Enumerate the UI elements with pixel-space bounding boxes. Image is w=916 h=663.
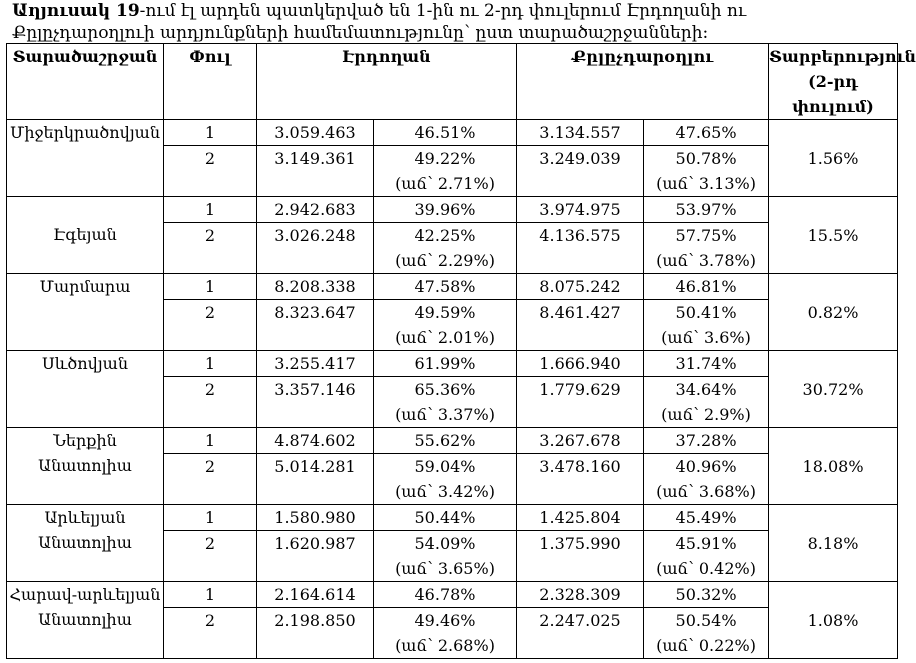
region-cell bbox=[7, 274, 164, 351]
erdogan-votes: 3.255.417 bbox=[257, 351, 374, 377]
round-number: 2 bbox=[164, 146, 257, 197]
kilicdaroglu-percent: 53.97% bbox=[644, 197, 769, 223]
round-number: 1 bbox=[164, 351, 257, 377]
kilicdaroglu-percent: 50.41% bbox=[675, 303, 737, 322]
difference-value: 15.5% bbox=[769, 197, 898, 274]
erdogan-votes: 3.059.463 bbox=[257, 120, 374, 146]
round-number: 2 bbox=[164, 454, 257, 505]
region-name bbox=[7, 145, 163, 170]
kilicdaroglu-growth: (աճ՝ 2.9%) bbox=[661, 405, 751, 424]
region-name: Արևելյան bbox=[44, 508, 126, 527]
region-name bbox=[7, 376, 163, 401]
kilicdaroglu-percent: 50.32% bbox=[644, 582, 769, 608]
kilicdaroglu-percent-cell bbox=[644, 454, 769, 505]
header-kilicdaroglu: Քըլըչդարօղլու bbox=[517, 44, 769, 120]
region-name: Միջերկրածովյան bbox=[10, 123, 160, 142]
kilicdaroglu-votes: 3.134.557 bbox=[517, 120, 644, 146]
erdogan-votes: 2.164.614 bbox=[257, 582, 374, 608]
header-region: Տարածաշրջան bbox=[7, 44, 164, 120]
erdogan-growth: (աճ՝ 2.68%) bbox=[395, 636, 495, 655]
erdogan-percent: 55.62% bbox=[374, 428, 517, 454]
kilicdaroglu-percent: 45.49% bbox=[644, 505, 769, 531]
erdogan-growth: (աճ՝ 3.42%) bbox=[395, 482, 495, 501]
erdogan-growth: (աճ՝ 2.29%) bbox=[395, 251, 495, 270]
erdogan-votes: 2.942.683 bbox=[257, 197, 374, 223]
kilicdaroglu-votes: 3.478.160 bbox=[517, 454, 644, 505]
region-cell bbox=[7, 120, 164, 197]
region-cell bbox=[7, 351, 164, 428]
region-cell bbox=[7, 197, 164, 274]
region-name: Անատոլիա bbox=[38, 533, 132, 552]
round-number: 1 bbox=[164, 505, 257, 531]
erdogan-growth: (աճ՝ 3.65%) bbox=[395, 559, 495, 578]
erdogan-growth: (աճ՝ 3.37%) bbox=[395, 405, 495, 424]
erdogan-percent: 39.96% bbox=[374, 197, 517, 223]
kilicdaroglu-votes: 3.249.039 bbox=[517, 146, 644, 197]
round-number: 2 bbox=[164, 300, 257, 351]
erdogan-percent: 49.59% bbox=[414, 303, 476, 322]
kilicdaroglu-percent: 46.81% bbox=[644, 274, 769, 300]
difference-value: 8.18% bbox=[769, 505, 898, 582]
round-number: 2 bbox=[164, 377, 257, 428]
kilicdaroglu-growth: (աճ՝ 3.78%) bbox=[656, 251, 756, 270]
kilicdaroglu-votes: 3.267.678 bbox=[517, 428, 644, 454]
kilicdaroglu-growth: (աճ՝ 0.42%) bbox=[656, 559, 756, 578]
round-number: 2 bbox=[164, 531, 257, 582]
kilicdaroglu-votes: 8.461.427 bbox=[517, 300, 644, 351]
table-caption bbox=[12, 0, 892, 44]
region-cell bbox=[7, 582, 164, 659]
kilicdaroglu-growth: (աճ՝ 3.68%) bbox=[656, 482, 756, 501]
erdogan-votes: 3.026.248 bbox=[257, 223, 374, 274]
round-number: 1 bbox=[164, 197, 257, 223]
erdogan-percent-cell bbox=[374, 531, 517, 582]
erdogan-percent: 59.04% bbox=[414, 457, 476, 476]
round-number: 1 bbox=[164, 582, 257, 608]
kilicdaroglu-votes: 3.974.975 bbox=[517, 197, 644, 223]
kilicdaroglu-growth: (աճ՝ 3.6%) bbox=[661, 328, 751, 347]
erdogan-percent: 65.36% bbox=[414, 380, 476, 399]
table-row-round-1 bbox=[7, 351, 898, 377]
header-row bbox=[7, 44, 898, 120]
erdogan-percent: 61.99% bbox=[374, 351, 517, 377]
region-cell bbox=[7, 428, 164, 505]
round-number: 2 bbox=[164, 608, 257, 659]
region-name: Անատոլիա bbox=[38, 610, 132, 629]
caption-text: -ում էլ արդեն պատկերված են 1-ին ու 2-րդ փուլերում Էրդողանի ու Քըլըչդարօղլուի արդյունքների համեմատությունը՝ ըստ տարածաշրջանների։ bbox=[12, 1, 747, 43]
difference-value: 1.08% bbox=[769, 582, 898, 659]
erdogan-votes: 1.580.980 bbox=[257, 505, 374, 531]
erdogan-percent-cell bbox=[374, 608, 517, 659]
difference-value: 1.56% bbox=[769, 120, 898, 197]
kilicdaroglu-votes: 1.779.629 bbox=[517, 377, 644, 428]
kilicdaroglu-percent: 31.74% bbox=[644, 351, 769, 377]
region-name bbox=[7, 299, 163, 324]
kilicdaroglu-growth: (աճ՝ 3.13%) bbox=[656, 174, 756, 193]
kilicdaroglu-percent: 47.65% bbox=[644, 120, 769, 146]
erdogan-percent: 50.44% bbox=[374, 505, 517, 531]
erdogan-growth: (աճ՝ 2.01%) bbox=[395, 328, 495, 347]
erdogan-percent: 46.78% bbox=[374, 582, 517, 608]
erdogan-votes: 5.014.281 bbox=[257, 454, 374, 505]
region-name: Ներքին bbox=[53, 431, 117, 450]
kilicdaroglu-votes: 4.136.575 bbox=[517, 223, 644, 274]
table-row-round-1 bbox=[7, 197, 898, 223]
erdogan-votes: 8.208.338 bbox=[257, 274, 374, 300]
erdogan-growth: (աճ՝ 2.71%) bbox=[395, 174, 495, 193]
table-row-round-1 bbox=[7, 428, 898, 454]
erdogan-percent-cell bbox=[374, 454, 517, 505]
erdogan-percent: 46.51% bbox=[374, 120, 517, 146]
kilicdaroglu-votes: 1.375.990 bbox=[517, 531, 644, 582]
kilicdaroglu-percent: 34.64% bbox=[675, 380, 737, 399]
header-difference: Տարբերություն (2-րդ փուլում) bbox=[769, 44, 898, 120]
difference-value: 30.72% bbox=[769, 351, 898, 428]
caption-label: Աղյուսակ 19 bbox=[12, 1, 140, 21]
erdogan-votes: 3.149.361 bbox=[257, 146, 374, 197]
kilicdaroglu-percent: 45.91% bbox=[675, 534, 737, 553]
table-row-round-1 bbox=[7, 120, 898, 146]
erdogan-votes: 8.323.647 bbox=[257, 300, 374, 351]
header-round: Փուլ bbox=[164, 44, 257, 120]
kilicdaroglu-percent: 37.28% bbox=[644, 428, 769, 454]
kilicdaroglu-percent: 50.78% bbox=[675, 149, 737, 168]
erdogan-percent: 49.22% bbox=[414, 149, 476, 168]
region-name: Էգեյան bbox=[53, 225, 117, 244]
table-row-round-1 bbox=[7, 582, 898, 608]
erdogan-votes: 2.198.850 bbox=[257, 608, 374, 659]
region-cell bbox=[7, 505, 164, 582]
kilicdaroglu-percent: 40.96% bbox=[675, 457, 737, 476]
difference-value: 18.08% bbox=[769, 428, 898, 505]
region-name bbox=[7, 197, 163, 222]
erdogan-percent: 49.46% bbox=[414, 611, 476, 630]
table-row-round-1 bbox=[7, 274, 898, 300]
erdogan-votes: 4.874.602 bbox=[257, 428, 374, 454]
region-name: Անատոլիա bbox=[38, 456, 132, 475]
erdogan-percent: 47.58% bbox=[374, 274, 517, 300]
round-number: 1 bbox=[164, 274, 257, 300]
erdogan-percent-cell bbox=[374, 300, 517, 351]
results-table bbox=[6, 43, 916, 659]
kilicdaroglu-votes: 2.247.025 bbox=[517, 608, 644, 659]
erdogan-votes: 3.357.146 bbox=[257, 377, 374, 428]
kilicdaroglu-percent: 57.75% bbox=[675, 226, 737, 245]
kilicdaroglu-votes: 1.425.804 bbox=[517, 505, 644, 531]
region-name: Մարմարա bbox=[39, 277, 131, 296]
difference-value: 0.82% bbox=[769, 274, 898, 351]
round-number: 1 bbox=[164, 428, 257, 454]
kilicdaroglu-percent-cell bbox=[644, 146, 769, 197]
erdogan-percent-cell bbox=[374, 146, 517, 197]
table-row-round-1 bbox=[7, 505, 898, 531]
kilicdaroglu-percent-cell bbox=[644, 377, 769, 428]
region-name: Հարավ-արևելյան bbox=[9, 585, 161, 604]
header-erdogan: Էրդողան bbox=[257, 44, 517, 120]
round-number: 1 bbox=[164, 120, 257, 146]
kilicdaroglu-percent-cell bbox=[644, 608, 769, 659]
erdogan-percent: 42.25% bbox=[414, 226, 476, 245]
kilicdaroglu-votes: 1.666.940 bbox=[517, 351, 644, 377]
kilicdaroglu-percent: 50.54% bbox=[675, 611, 737, 630]
region-name: Սևծովյան bbox=[42, 354, 128, 373]
kilicdaroglu-votes: 8.075.242 bbox=[517, 274, 644, 300]
erdogan-percent-cell bbox=[374, 223, 517, 274]
round-number: 2 bbox=[164, 223, 257, 274]
kilicdaroglu-percent-cell bbox=[644, 300, 769, 351]
kilicdaroglu-percent-cell bbox=[644, 223, 769, 274]
erdogan-votes: 1.620.987 bbox=[257, 531, 374, 582]
kilicdaroglu-growth: (աճ՝ 0.22%) bbox=[656, 636, 756, 655]
erdogan-percent: 54.09% bbox=[414, 534, 476, 553]
kilicdaroglu-votes: 2.328.309 bbox=[517, 582, 644, 608]
erdogan-percent-cell bbox=[374, 377, 517, 428]
kilicdaroglu-percent-cell bbox=[644, 531, 769, 582]
